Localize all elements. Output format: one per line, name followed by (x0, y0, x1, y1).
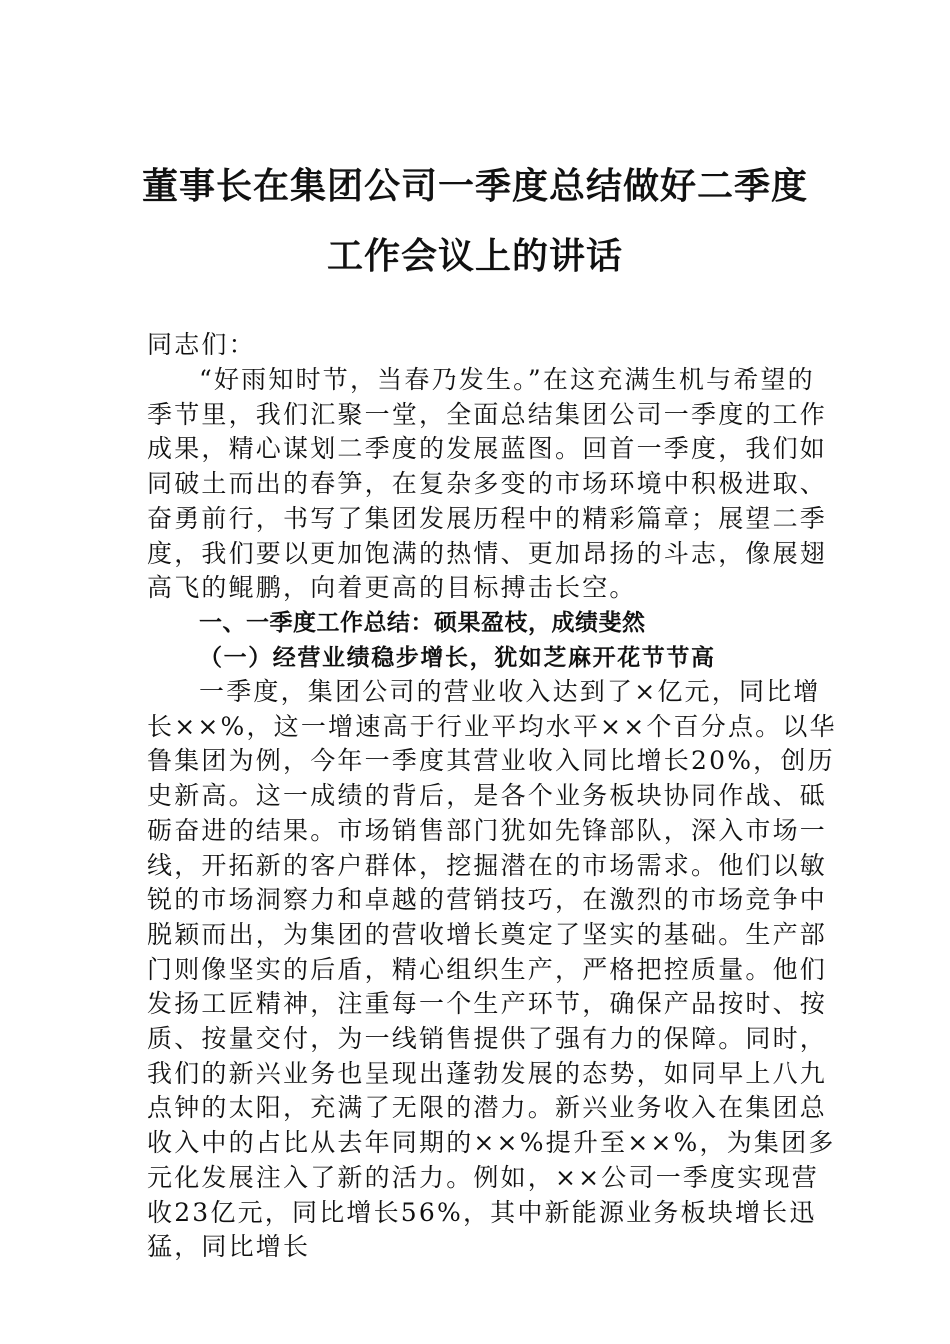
section-heading-1: 一、一季度工作总结：硕果盈枝，成绩斐然 (199, 610, 646, 636)
subsection-heading-1: （一）经营业绩稳步增长，犹如芝麻开花节节高 (199, 644, 716, 671)
document-title-line-1: 董事长在集团公司一季度总结做好二季度 (141, 165, 808, 207)
opening-paragraph: “好雨知时节，当春乃发生。”在这充满生机与希望的季节里，我们汇聚一堂，全面总结集团公司一季度的工作成果，精心谋划二季度的发展蓝图。回首一季度，我们如同破土而出的春笋，在复杂多变的市场环境中积极进取、奋勇前行，书写了集团发展历程中的精彩篇章；展望二季度，我们要以更加饱满的热情、更加昂扬的斗志，像展翅高飞的鲲鹏，向着更高的目标搏击长空。 (147, 365, 828, 603)
body-paragraph: 一季度，集团公司的营业收入达到了×亿元，同比增长××%，这一增速高于行业平均水平××个百分点。以华鲁集团为例，今年一季度其营业收入同比增长20%，创历史新高。这一成绩的背后，是各个业务板块协同作战、砥砺奋进的结果。市场销售部门犹如先锋部队，深入市场一线，开拓新的客户群体，挖掘潜在的市场需求。他们以敏锐的市场洞察力和卓越的营销技巧，在激烈的市场竞争中脱颖而出，为集团的营收增长奠定了坚实的基础。生产部门则像坚实的后盾，精心组织生产，严格把控质量。他们发扬工匠精神，注重每一个生产环节，确保产品按时、按质、按量交付，为一线销售提供了强有力的保障。同时，我们的新兴业务也呈现出蓬勃发展的态势，如同早上八九点钟的太阳，充满了无限的潜力。新兴业务收入在集团总收入中的占比从去年同期的××%提升至××%，为集团多元化发展注入了新的活力。例如，××公司一季度实现营收23亿元，同比增长56%，其中新能源业务板块增长迅猛，同比增长 (147, 677, 837, 1262)
document-title-line-2: 工作会议上的讲话 (326, 235, 623, 277)
greeting: 同志们： (147, 330, 256, 359)
